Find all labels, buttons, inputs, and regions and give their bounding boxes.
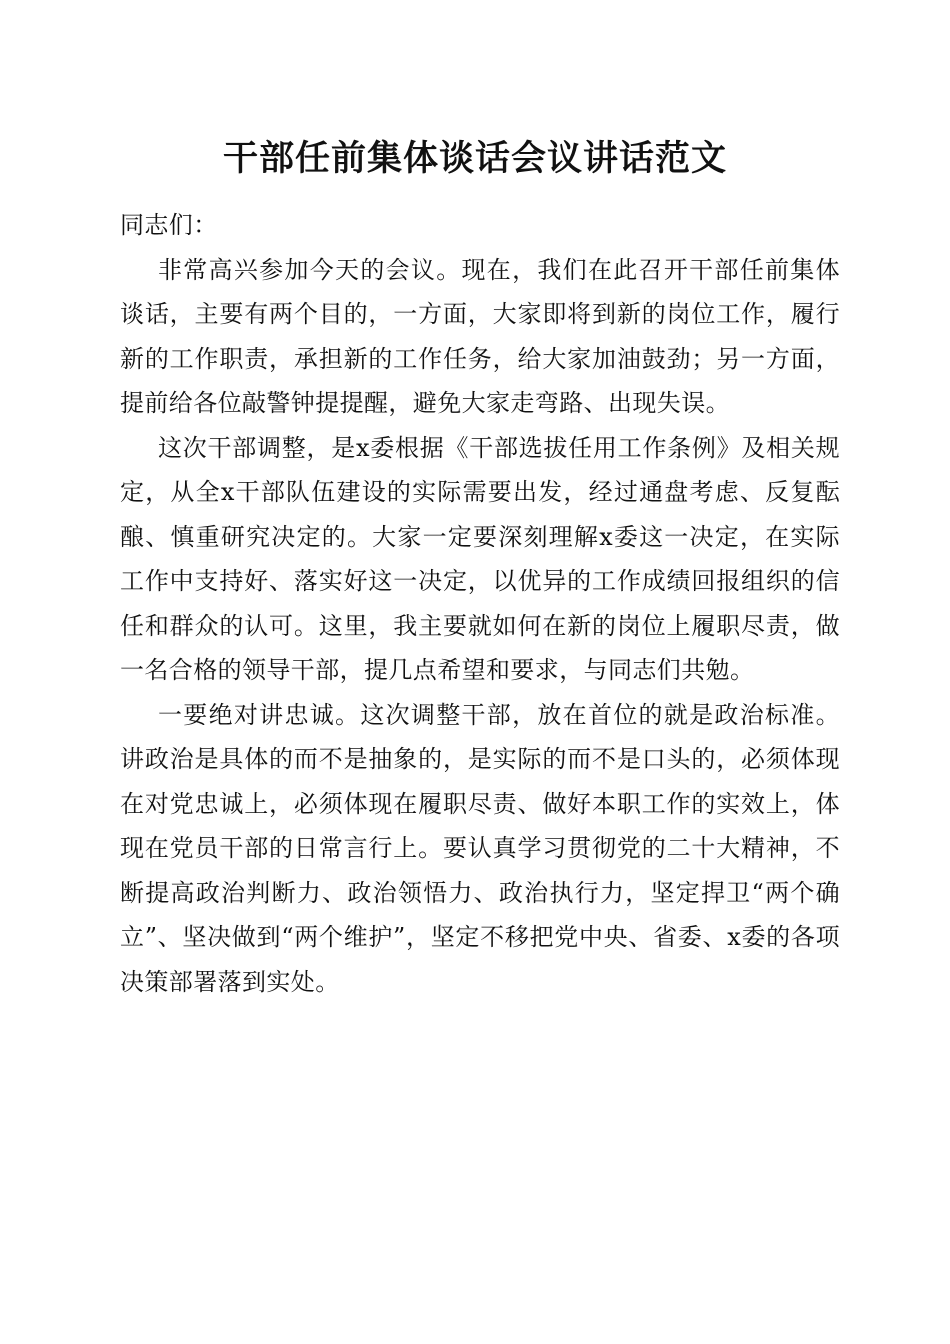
document-title: 干部任前集体谈话会议讲话范文 (222, 138, 727, 179)
paragraph-3: 一要绝对讲忠诚。这次调整干部，放在首位的就是政治标准。讲政治是具体的而不是抽象的，是实际的而不是口头的，必须体现在对党忠诚上，必须体现在履职尽责、做好本职工作的实效上，体现在党员干部的日常言行上。要认真学习贯彻党的二十大精神，不断提高政治判断力、政治领悟力、政治执行力，坚定捍卫“两个确立”、坚决做到“两个维护”，坚定不移把党中央、省委、x委的各项决策部署落到实处。 (120, 700, 840, 996)
greeting: 同志们： (120, 211, 218, 239)
paragraph-1: 非常高兴参加今天的会议。现在，我们在此召开干部任前集体谈话，主要有两个目的，一方面，大家即将到新的岗位工作，履行新的工作职责，承担新的工作任务，给大家加油鼓劲；另一方面，提前给各位敲警钟提提醒，避免大家走弯路、出现失误。 (120, 255, 840, 417)
paragraph-2: 这次干部调整，是x委根据《干部选拔任用工作条例》及相关规定，从全x干部队伍建设的实际需要出发，经过通盘考虑、反复酝酿、慎重研究决定的。大家一定要深刻理解x委这一决定，在实际工作中支持好、落实好这一决定，以优异的工作成绩回报组织的信任和群众的认可。这里，我主要就如何在新的岗位上履职尽责，做一名合格的领导干部，提几点希望和要求，与同志们共勉。 (120, 433, 840, 684)
document-body (120, 203, 840, 1004)
